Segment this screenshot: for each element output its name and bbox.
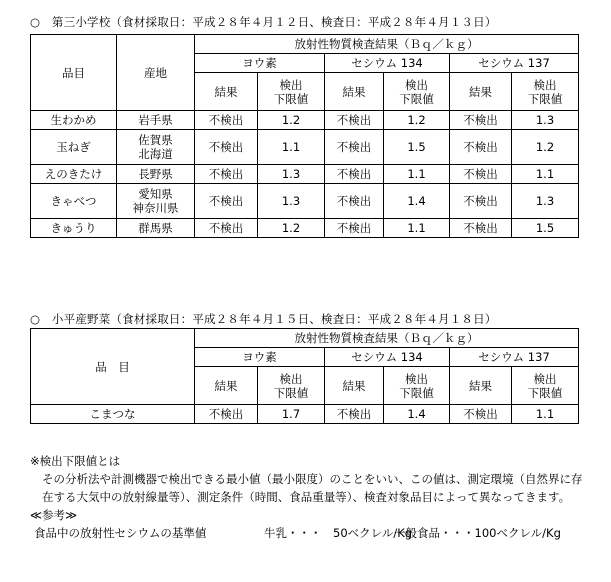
cell-cs137-result: 不検出 <box>450 130 512 165</box>
header-iodine: ヨウ素 <box>195 54 325 73</box>
cell-iodine-limit: 1.3 <box>258 184 325 219</box>
cell-cs137-limit: 1.2 <box>512 130 579 165</box>
cell-origin: 岩手県 <box>117 111 195 130</box>
cell-item: きゃべつ <box>31 184 117 219</box>
header-cs134: セシウム 134 <box>325 54 450 73</box>
cell-cs134-limit: 1.1 <box>384 165 450 184</box>
results-table-school <box>30 34 579 238</box>
reference-milk: 牛乳・・・ 50ベクレル/Kg <box>264 526 413 540</box>
header-cs134-result: 結果 <box>325 367 384 405</box>
header-cs134: セシウム 134 <box>325 348 450 367</box>
cell-cs137-limit: 1.1 <box>512 165 579 184</box>
header-cs137: セシウム 137 <box>450 348 579 367</box>
cell-cs137-result: 不検出 <box>450 405 512 424</box>
cell-iodine-result: 不検出 <box>195 130 258 165</box>
cell-item: えのきたけ <box>31 165 117 184</box>
cell-item: 生わかめ <box>31 111 117 130</box>
notes-body: その分析法や計測機器で検出できる最小値（最小限度）のことをいい、この値は、測定環境（自然界に存在する大気中の放射線量等）、測定条件（時間、食品重量等）、検査対象品目によって異なってきます。 <box>42 472 583 504</box>
header-results-group: 放射性物質検査結果（Ｂｑ／ｋｇ） <box>195 329 579 348</box>
cell-iodine-limit: 1.2 <box>258 219 325 238</box>
cell-cs137-result: 不検出 <box>450 165 512 184</box>
reference-line <box>30 524 590 542</box>
cell-iodine-limit: 1.3 <box>258 165 325 184</box>
header-cs137-limit: 検出 下限値 <box>512 73 579 111</box>
cell-cs134-limit: 1.5 <box>384 130 450 165</box>
cell-item: 玉ねぎ <box>31 130 117 165</box>
table-row <box>31 130 579 165</box>
cell-iodine-result: 不検出 <box>195 405 258 424</box>
header-cs134-result: 結果 <box>325 73 384 111</box>
header-item: 品 目 <box>31 329 195 405</box>
table-row <box>31 405 579 424</box>
cell-origin: 愛知県 神奈川県 <box>117 184 195 219</box>
cell-cs137-limit: 1.3 <box>512 111 579 130</box>
cell-cs137-result: 不検出 <box>450 184 512 219</box>
cell-cs137-limit: 1.1 <box>512 405 579 424</box>
cell-origin: 群馬県 <box>117 219 195 238</box>
cell-cs137-limit: 1.5 <box>512 219 579 238</box>
cell-origin: 長野県 <box>117 165 195 184</box>
cell-cs134-result: 不検出 <box>325 219 384 238</box>
cell-iodine-limit: 1.7 <box>258 405 325 424</box>
header-cs137-result: 結果 <box>450 73 512 111</box>
cell-iodine-limit: 1.2 <box>258 111 325 130</box>
cell-cs137-result: 不検出 <box>450 219 512 238</box>
header-iodine-limit: 検出 下限値 <box>258 73 325 111</box>
table1-body <box>31 111 579 238</box>
header-results-group: 放射性物質検査結果（Ｂｑ／ｋｇ） <box>195 35 579 54</box>
cell-iodine-result: 不検出 <box>195 184 258 219</box>
header-cs137-result: 結果 <box>450 367 512 405</box>
reference-general: 一般食品・・・100ベクレル/Kg <box>394 526 561 540</box>
section2-title: ○ 小平産野菜（食材採取日：平成２８年４月１５日、検査日：平成２８年４月１８日） <box>30 312 497 326</box>
cell-cs134-limit: 1.1 <box>384 219 450 238</box>
table-row <box>31 111 579 130</box>
table-row <box>31 184 579 219</box>
cell-item: きゅうり <box>31 219 117 238</box>
header-cs134-limit: 検出 下限値 <box>384 367 450 405</box>
cell-cs137-result: 不検出 <box>450 111 512 130</box>
cell-cs134-limit: 1.2 <box>384 111 450 130</box>
cell-cs137-limit: 1.3 <box>512 184 579 219</box>
header-iodine-limit: 検出 下限値 <box>258 367 325 405</box>
header-iodine-result: 結果 <box>195 367 258 405</box>
results-table-local <box>30 328 579 424</box>
notes-heading: ※検出下限値とは <box>30 454 121 468</box>
cell-cs134-result: 不検出 <box>325 130 384 165</box>
cell-origin: 佐賀県 北海道 <box>117 130 195 165</box>
cell-iodine-result: 不検出 <box>195 111 258 130</box>
cell-iodine-result: 不検出 <box>195 219 258 238</box>
header-cs137: セシウム 137 <box>450 54 579 73</box>
cell-iodine-result: 不検出 <box>195 165 258 184</box>
table-row <box>31 165 579 184</box>
notes <box>30 452 590 542</box>
cell-cs134-limit: 1.4 <box>384 405 450 424</box>
header-iodine: ヨウ素 <box>195 348 325 367</box>
section1-title: ○ 第三小学校（食材採取日：平成２８年４月１２日、検査日：平成２８年４月１３日） <box>30 15 497 29</box>
table2-body <box>31 405 579 424</box>
reference-heading: ≪参考≫ <box>30 508 78 522</box>
cell-cs134-result: 不検出 <box>325 405 384 424</box>
header-cs134-limit: 検出 下限値 <box>384 73 450 111</box>
table-row <box>31 219 579 238</box>
reference-label: 食品中の放射性セシウムの基準値 <box>34 526 207 540</box>
cell-iodine-limit: 1.1 <box>258 130 325 165</box>
cell-cs134-result: 不検出 <box>325 111 384 130</box>
header-item: 品目 <box>31 35 117 111</box>
cell-item: こまつな <box>31 405 195 424</box>
cell-cs134-result: 不検出 <box>325 184 384 219</box>
header-iodine-result: 結果 <box>195 73 258 111</box>
header-origin: 産地 <box>117 35 195 111</box>
header-cs137-limit: 検出 下限値 <box>512 367 579 405</box>
cell-cs134-result: 不検出 <box>325 165 384 184</box>
cell-cs134-limit: 1.4 <box>384 184 450 219</box>
